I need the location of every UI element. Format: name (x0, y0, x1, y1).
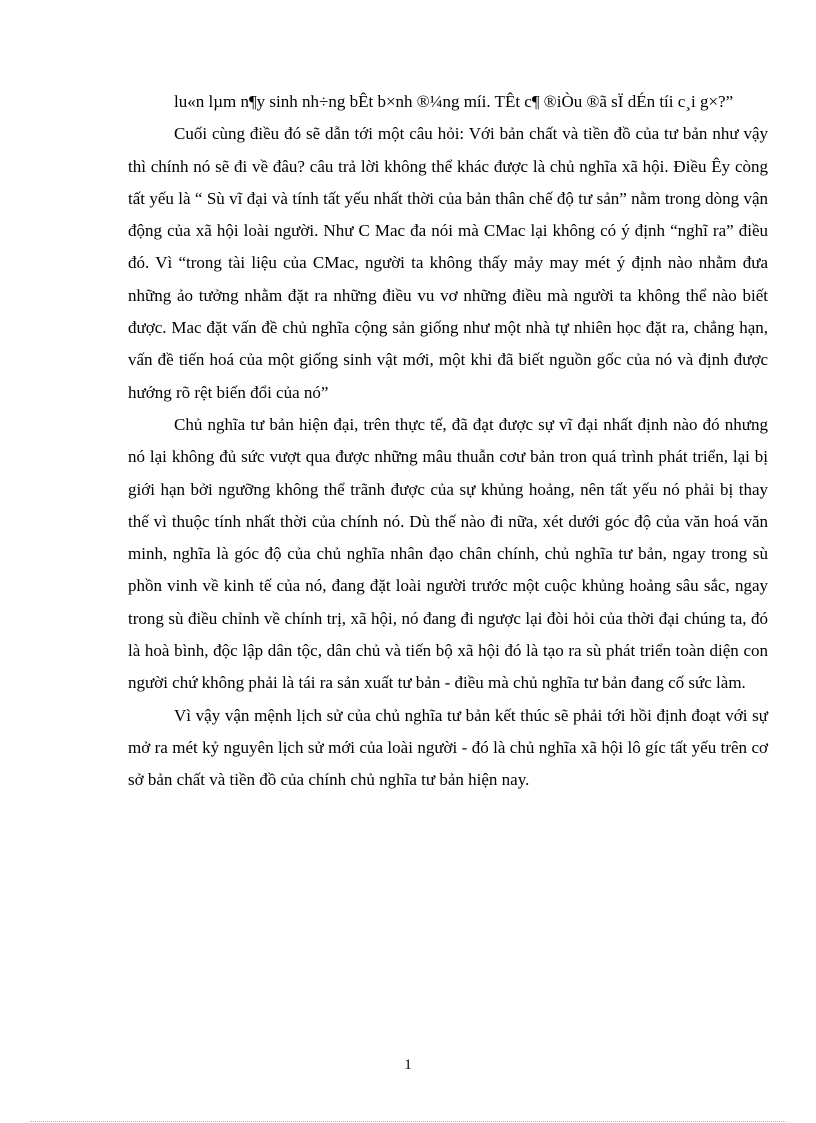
page-bottom-border (30, 1121, 786, 1122)
paragraph-2: Cuối cùng điều đó sẽ dẫn tới một câu hỏi: Với bản chất và tiền đồ của tư bản như vậy thì chính nó sẽ đi về đâu? câu trả lời không thể khác được là chủ nghĩa xã hội. Điều Êy còng tất yếu là “ Sù vĩ đại và tính tất yếu nhất thời của bản thân chế độ tư sản” nằm trong dòng vận động của xã hội loài người. Như C Mac đa nói mà CMac lại không có ý định “nghĩ ra” điều đó. Vì “trong tài liệu của CMac, người ta không thấy mảy may mét ý định nào nhằm đưa những ảo tưởng nhằm đặt ra những điều vu vơ những điều mà người ta không thể nào biết được. Mac đặt vấn đề chủ nghĩa cộng sản giống như một nhà tự nhiên học đặt ra, chẳng hạn, vấn đề tiến hoá của một giống sinh vật mới, một khi đã biết nguồn gốc của nó và định được hướng rõ rệt biến đổi của nó” (128, 124, 768, 402)
paragraph-1: lu«n lµm n¶y sinh nh÷ng bÊt b×nh ®¼ng míi. TÊt c¶ ®iÒu ®ã sÏ dÉn tíi c¸i g×?” (174, 92, 734, 111)
paragraph-4: Vì vậy vận mệnh lịch sử của chủ nghĩa tư bản kết thúc sẽ phải tới hồi định đoạt với sự mở ra mét kỷ nguyên lịch sử mới của loài người - đó là chủ nghĩa xã hội lô gíc tất yếu trên cơ sở bản chất và tiền đồ của chính chủ nghĩa tư bản hiện nay. (128, 705, 768, 790)
page-number: 1 (404, 1057, 412, 1073)
paragraph-3: Chủ nghĩa tư bản hiện đại, trên thực tế, đã đạt được sự vĩ đại nhất định nào đó nhưng nó lại không đủ sức vượt qua được những mâu thuẫn cơư bản tron quá trình phát triển, lại bị giới hạn bởi ngưỡng không thể trãnh được của sự khủng hoảng, nên tất yếu nó phải bị thay thế vì thuộc tính nhất thời của chính nó. Dù thế nào đi nữa, xét dưới góc độ của văn hoá văn minh, nghĩa là góc độ của chủ nghĩa nhân đạo chân chính, chủ nghĩa tư bản, ngay trong sù phồn vinh về kinh tế của nó, đang đặt loài người trước một cuộc khủng hoảng sâu sắc, ngay trong sù điều chỉnh về chính trị, xã hội, nó đang đi ngược lại đòi hỏi của thời đại chúng ta, đó là hoà bình, độc lập dân tộc, dân chủ và tiến bộ xã hội đó là tạo ra sù phát triển toàn diện con người chứ không phải là tái ra sản xuất tư bản - điều mà chủ nghĩa tư bản đang cố sức làm. (128, 414, 768, 693)
body-text (128, 86, 768, 797)
